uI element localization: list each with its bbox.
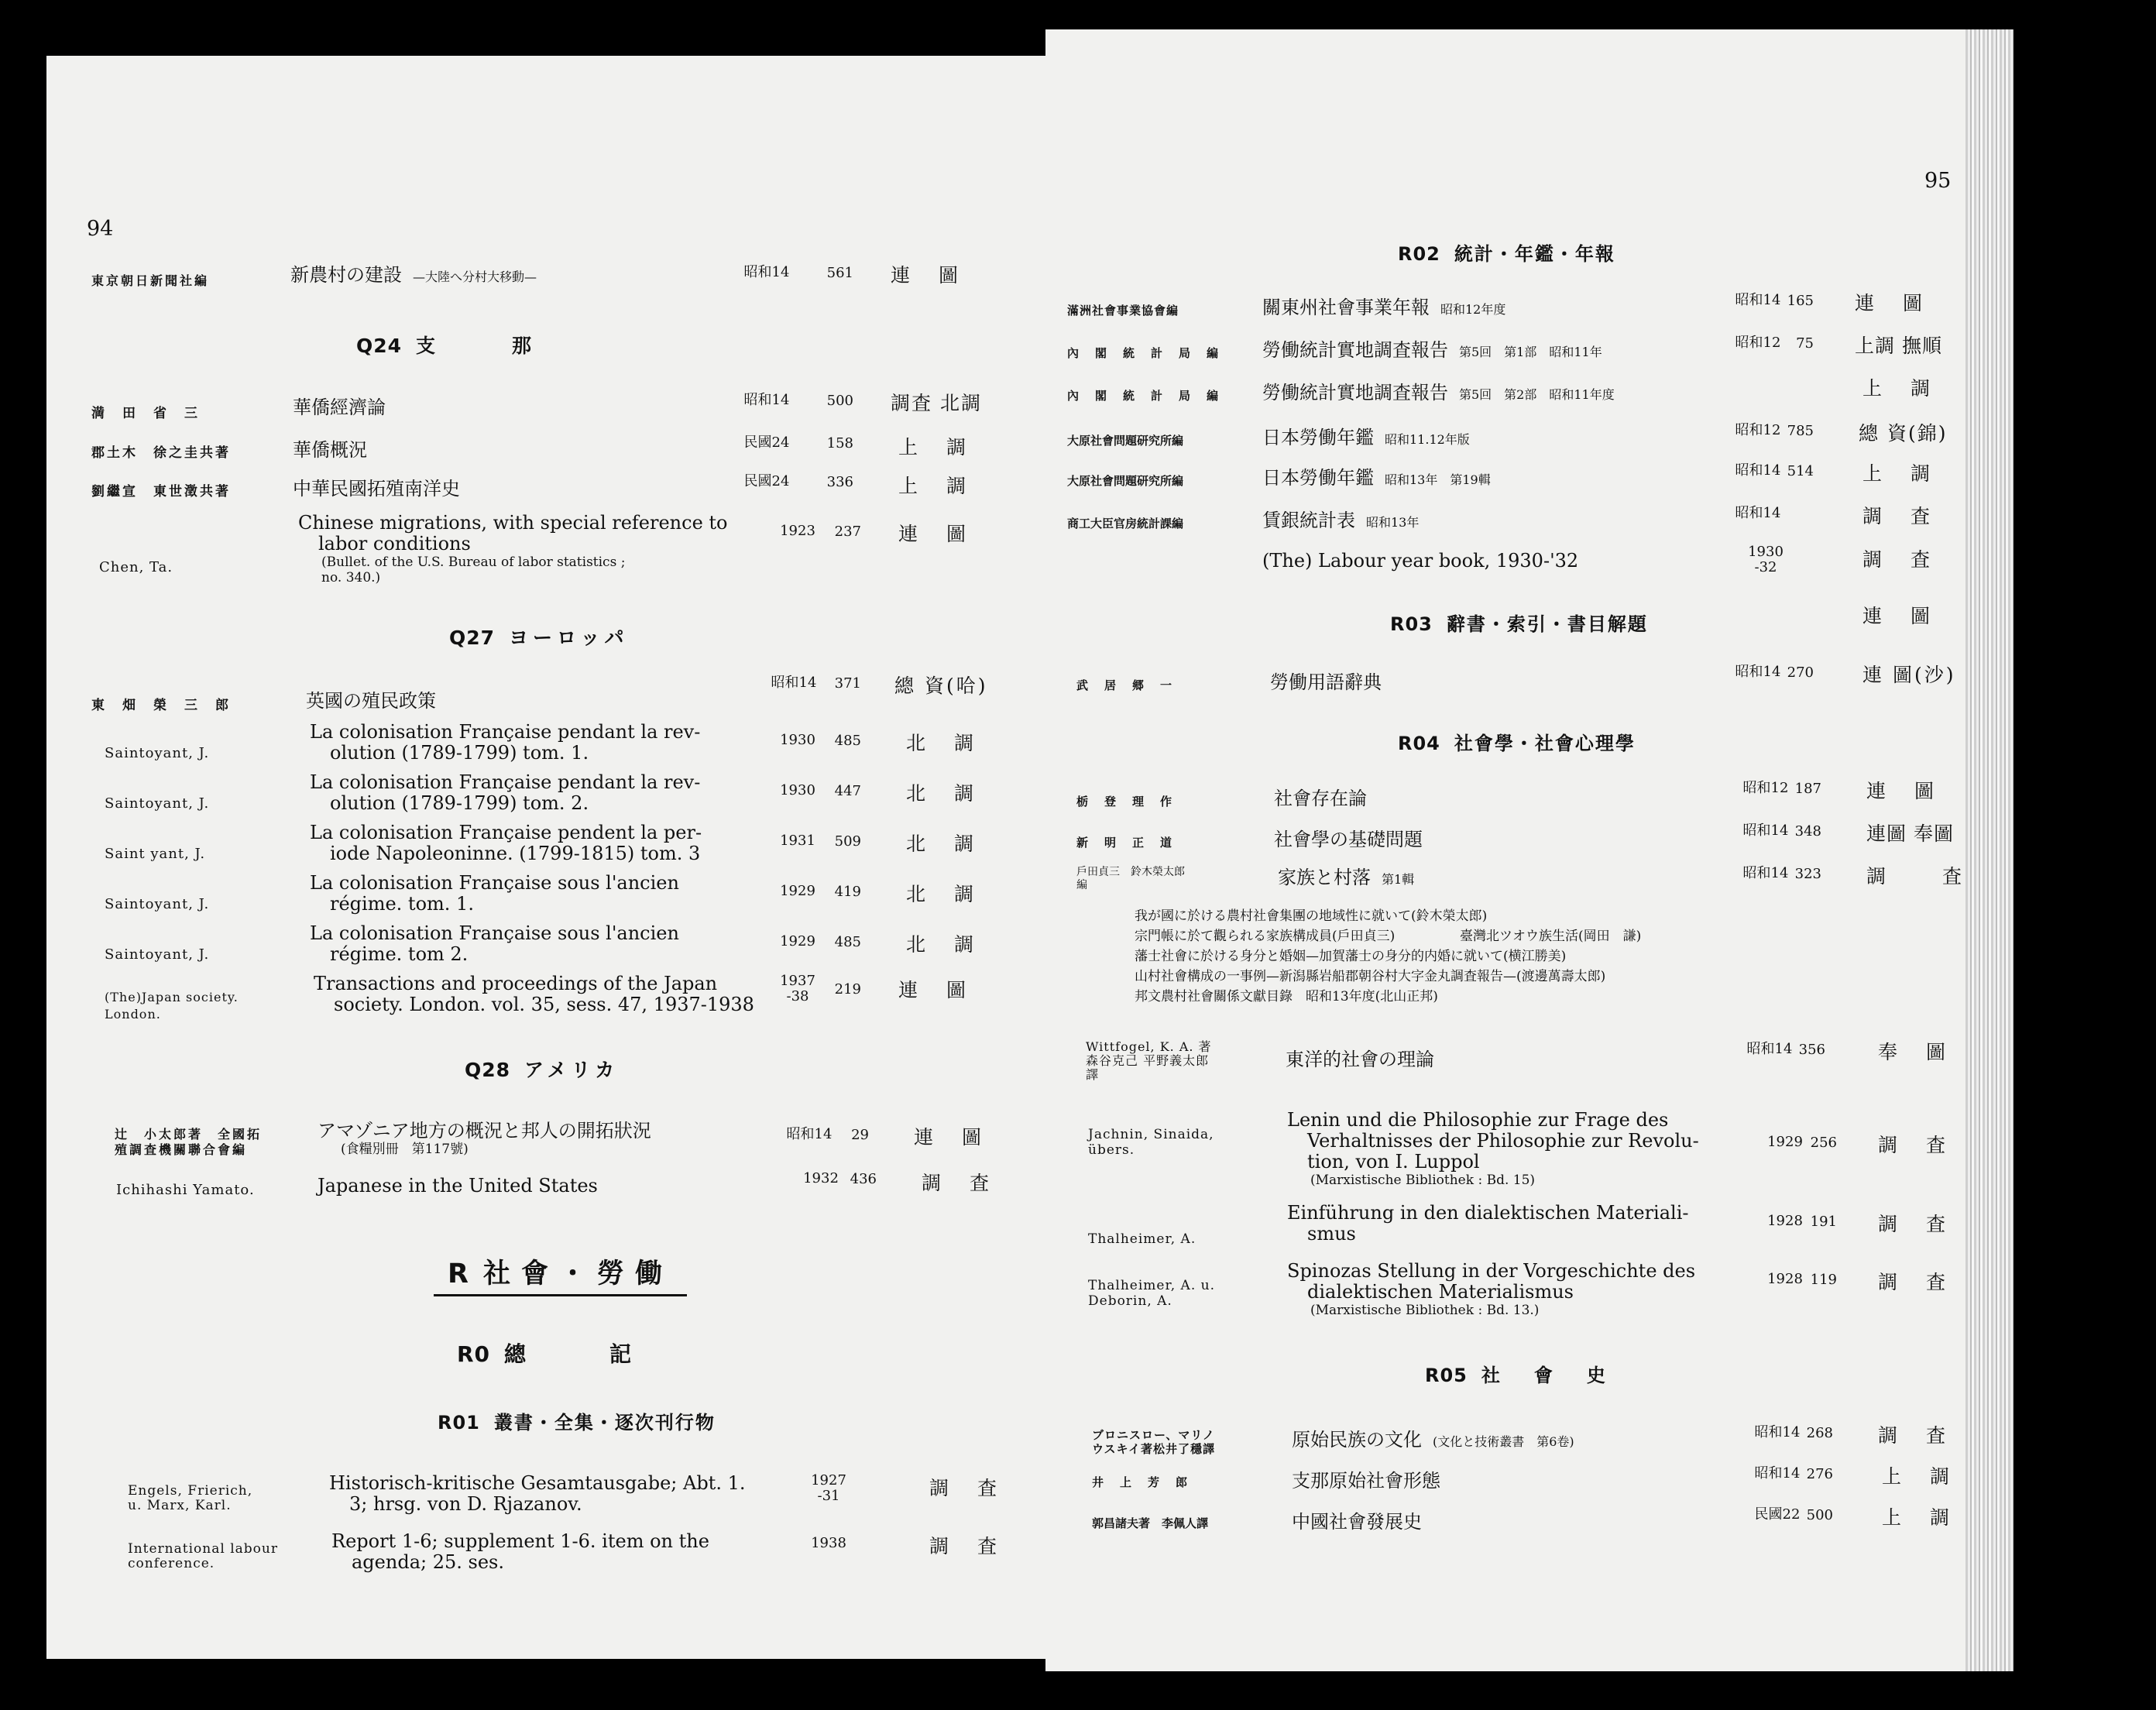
section-heading: R01 叢書・全集・逐次刊行物: [438, 1412, 716, 1434]
section-heading: R0 總 記: [457, 1341, 637, 1367]
section-heading: R02 統計・年鑑・年報: [1398, 243, 1615, 265]
section-heading: R03 辭書・索引・書目解題: [1390, 613, 1648, 635]
page-number: 95: [1924, 169, 1952, 193]
chapter-heading: R 社會・勞働: [434, 1252, 687, 1291]
section-heading: R04 社會學・社會心理學: [1398, 733, 1636, 754]
page-number: 94: [87, 217, 114, 241]
page-edge: [1965, 29, 2014, 1671]
section-heading: Q27 ヨーロッパ: [449, 627, 629, 649]
section-heading: R05 社 會 史: [1425, 1365, 1613, 1386]
section-heading: Q28 アメリカ: [465, 1059, 620, 1081]
section-heading: Q24 支 那: [356, 335, 537, 357]
left-page: 94 東京朝日新聞社編 新農村の建設 —大陸へ分村大移動— 昭和14 561 連 圖 Q24 支 那 満 田 省 三 華僑經濟論 昭和14 500 調査 北調 郡土木 徐之圭共著 華僑概況 民國24 158 上 調 劉繼宣 東世澂共著 中華民國拓殖南洋史 民國24 336 上 調 Chen, Ta. Chinese migrations, with special reference to labor conditions (Bullet. of the U.S. Bureau of labor statistics ; no. 340.) 1923 237 連 圖 Q27 ヨーロッパ 東 畑 榮 三 郎 英國の殖民政策 昭和14 371 總 資(哈) Saintoyant, J. La colonisation Française pendant la rev- olution (1789-1799) tom. 1. 1930 485 北 調 Saintoyant, J. La colonisation Française pendant la rev- olution (1789-1799) tom. 2. 1930 447 北 調 Saint yant, J. La colonisation Française pendent la per- iode Napoleoninne. (1799-1815) tom. 3 1931 509 北 調 Saintoyant, J. La colonisation Française sous l'ancien régime. tom. 1. 1929 419 北 調 Saintoyant, J. La colonisation Française sous l'ancien régime. tom 2. 1929 485 北 調 (The)Japan society. London. Transactions and proceedings of the Japan society. London. vol. 35, sess. 47, 1937-1938 1937 -38 219 連 圖 Q28 アメリカ 辻 小太郎著 全國拓 殖調査機關聯合會編 アマゾニア地方の概況と邦人の開拓狀況 (食糧別冊 第117號) 昭和14 29 連 圖 Ichihashi Yamato. Japanese in the United States 1932 436 調 査 R 社會・勞働 R0 總 記 R01 叢書・全集・逐次刊行物 Engels, Frierich, u. Marx, Karl. Historisch-kritische Gesamtausgabe; Abt. 1. 3; hrsg. von D. Rjazanov. 1927 -31 調 査 International labour conference. Report 1-6; supplement 1-6. item on the agenda; 25. ses. 1938 調 査: [46, 56, 1061, 1659]
section-location: 連 圖: [1862, 605, 1935, 627]
contents-list: 我が國に於ける農村社會集團の地域性に就いて(鈴木榮太郎) 宗門帳に於て觀られる家族構成員(戶田貞三) 臺灣北ツオウ族生活(岡田 謙) 藩士社會に於ける身分と婚姻—加賀藩士の身分的内婚に就いて(横江勝美) 山村社會構成の一事例—新潟縣岩船郡朝谷村大字金丸調査報告—(渡邊萬壽太郎) 邦文農村社會關係文獻目錄 昭和13年度(北山正邦): [1135, 908, 1642, 1004]
right-page: 95 R02 統計・年鑑・年報 滿洲社會事業協會編 關東州社會事業年報 昭和12年度 昭和14 165 連 圖 內 閣 統 計 局 編 勞働統計實地調査報告 第5回 第1部 昭和11年 昭和12 75 上調 撫順 內 閣 統 計 局 編 勞働統計實地調査報告 第5回 第2部 昭和11年度 上 調 大原社會問題研究所編 日本勞働年鑑 昭和11.12年版 昭和12 785 總 資(錦) 大原社會問題研究所編 日本勞働年鑑 昭和13年 第19輯 昭和14 514 上 調 商工大臣官房統計課編 賃銀統計表 昭和13年 昭和14 調 査 (The) Labour year book, 1930-'32 1930 -32 調 査 R03 辭書・索引・書目解題 連 圖 武 居 郷 一 勞働用語辭典 昭和14 270 連 圖(沙) R04 社會學・社會心理學 栃 登 理 作 社會存在論 昭和12 187 連 圖 新 明 正 道 社會學の基礎問題 昭和14 348 連圖 奉圖 戶田貞三 鈴木榮太郎 編 家族と村落 第1輯 昭和14 323 調 査 我が國に於ける農村社會集團の地域性に就いて(鈴木榮太郎) 宗門帳に於て觀られる家族構成員(戶田貞三) 臺灣北ツオウ族生活(岡田 謙) 藩士社會に於ける身分と婚姻—加賀藩士の身分的内婚に就いて(横江勝美) 山村社會構成の一事例—新潟縣岩船郡朝谷村大字金丸調査報告—(渡邊萬壽太郎) 邦文農村社會關係文獻目錄 昭和13年度(北山正邦) Wittfogel, K. A. 著 森谷克己 平野義太郎 譯 東洋的社會の理論 昭和14 356 奉 圖 Jachnin, Sinaida, übers. Lenin und die Philosophie zur Frage des Verhaltnisses der Philosophie zur Revolu- tion, von I. Luppol (Marxistische Bibliothek : Bd. 15) 1929 256 調 査 Thalheimer, A. Einführung in den dialektischen Materiali- smus 1928 191 調 査 Thalheimer, A. u. Deborin, A. Spinozas Stellung in der Vorgeschichte des dialektischen Materialismus (Marxistische Bibliothek : Bd. 13.) 1928 119 調 査 R05 社 會 史 ブロニスロー、マリノ ウスキイ著松井了穩譯 原始民族の文化 (文化と技術叢書 第6卷) 昭和14 268 調 査 井 上 芳 郎 支那原始社會形態 昭和14 276 上 調 郭昌諸夫著 李佩人譯 中國社會發展史 民國22 500 上 調: [1045, 29, 2014, 1671]
